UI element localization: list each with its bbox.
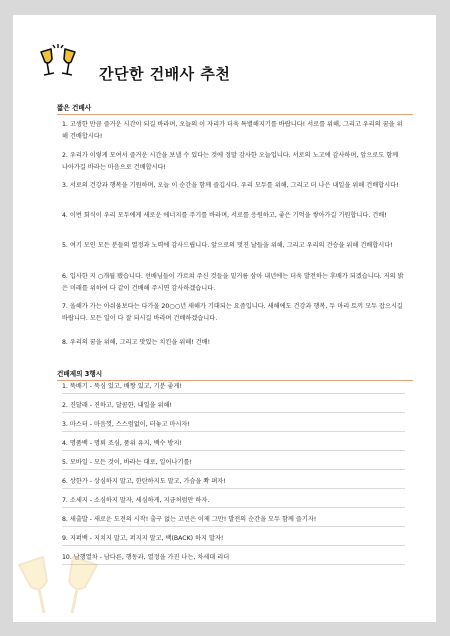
poem-item: 5. 모바일 - 모든 것이, 바라는 대로, 일어나기를! [62, 457, 405, 470]
poem-item: 7. 소세지 - 소심하지 말자, 세심하게, 지금처럼만 하자. [62, 495, 405, 508]
poem-item: 2. 진달래 - 진하고, 달콤한, 내일을 위해! [62, 400, 405, 413]
section-heading-three-line-poems [57, 366, 413, 381]
toast-item: 4. 이번 회식이 우리 모두에게 새로운 에너지를 주기를 바라며, 서로를 응원하고, 좋은 기억을 쌓아가길 기원합니다. 건배! [62, 212, 387, 219]
toast-item: 7. 올해가 가는 아쉬움보다는 다가올 20○○년 새해가 기대되는 요즘입니다. 새해에도 건강과 행복, 두 마리 토끼 모두 잡으시길 바랍니다. 모든 일이 다 잘 되시길 바라며 건배하겠습니다. [62, 303, 403, 322]
page-title: 간단한 건배사 추천 [99, 65, 231, 83]
section-heading-short-toasts [57, 100, 413, 115]
cheers-glasses-icon [35, 43, 81, 83]
toast-item: 3. 서로의 건강과 행복을 기원하며, 오늘 이 순간을 함께 즐깁시다. 우리 모두를 위해, 그리고 더 나은 내일을 위해 건배합시다! [62, 182, 399, 189]
toast-item: 5. 여기 모인 모든 분들의 열정과 노력에 감사드립니다. 앞으로의 멋진 날들을 위해, 그리고 우리의 건승을 위해 건배합시다! [62, 242, 393, 249]
toast-item: 1. 고생한 만큼 즐거운 시간이 되길 바라며, 오늘의 이 자리가 더욱 특별해지기를 바랍니다! 서로를 위해, 그리고 우리의 꿈을 위해 건배합시다! [62, 121, 403, 140]
section-heading-text: 건배제의 3행시 [57, 370, 103, 378]
toast-item: 6. 입사한 지 ○개월 됐습니다. 선배님들이 가르쳐 주신 것들을 밑거름 삼아 내년에는 더욱 발전하는 후배가 되겠습니다. 저의 밝은 미래를 위하여 다 같이 건배해 주시면 감사하겠습니다. [62, 273, 404, 292]
poem-item: 1. 뚝배기 - 뚝심 있고, 배짱 있고, 기분 좋게! [62, 381, 405, 394]
poem-item: 8. 새출발 - 새로운 도전의 시작! 출구 없는 고민은 이제 그만! 발전의 순간을 모두 함께 즐기자! [62, 514, 405, 527]
poem-item: 4. 명품백 - 명퇴 조심, 품위 유지, 백수 방지! [62, 438, 405, 451]
document-header [13, 15, 436, 85]
document-page [13, 15, 436, 622]
poem-item: 6. 상한가 - 상심하지 말고, 한탄하지도 말고, 가슴을 쫙 펴자! [62, 476, 405, 489]
poem-item: 9. 지퍼백 - 지치지 말고, 퍼지지 말고, 백(BACK) 하지 말자! [62, 533, 405, 546]
section-heading-text: 짧은 건배사 [57, 104, 92, 112]
toast-item: 2. 우리가 이렇게 모여서 즐거운 시간을 보낼 수 있다는 것에 정말 감사한 오늘입니다. 서로의 노고에 감사하며, 앞으로도 함께 나아가길 바라는 마음으로 건배합시다! [62, 152, 399, 171]
cheers-watermark-icon [13, 543, 103, 622]
poem-item: 10. 남행열차 - 남다른, 행동과, 열정을 가진 나는, 차세대 리더 [62, 552, 405, 565]
poem-item: 3. 마스터 - 마음껏, 스스럼없이, 터놓고 마시자! [62, 419, 405, 432]
toast-item: 8. 우리의 꿈을 위해, 그리고 맛있는 치킨을 위해! 건배! [62, 339, 211, 346]
